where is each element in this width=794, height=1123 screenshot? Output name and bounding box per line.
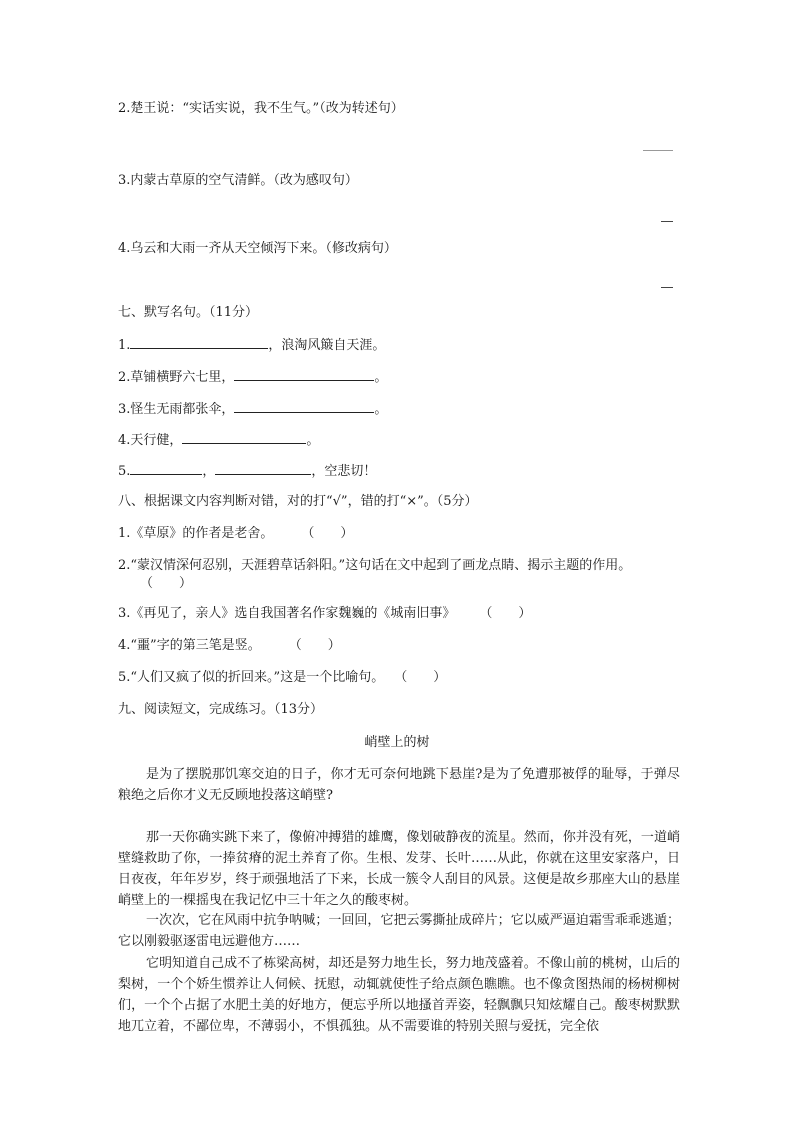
question-8-5 <box>118 669 446 687</box>
question-text: 2.草铺横野六七里， <box>118 370 235 385</box>
question-end: 。 <box>374 370 388 385</box>
question-8-4 <box>118 637 341 655</box>
question-8-3 <box>118 605 531 623</box>
answer-line[interactable] <box>661 287 673 288</box>
fill-blank[interactable] <box>130 335 268 349</box>
question-end: 。 <box>374 402 388 417</box>
question-7-2 <box>118 367 387 387</box>
question-7-3 <box>118 399 387 419</box>
fill-blank[interactable] <box>182 430 306 444</box>
fill-blank[interactable] <box>234 367 374 381</box>
answer-parentheses[interactable]: （ ） <box>394 670 447 685</box>
question-number: 5. <box>118 464 131 479</box>
fill-blank[interactable] <box>215 461 311 475</box>
answer-line[interactable] <box>643 150 673 151</box>
answer-parentheses[interactable]: （ ） <box>140 576 193 591</box>
question-number: 1. <box>118 338 131 353</box>
paragraph-text: 那一天你确实跳下来了，像俯冲搏猎的雄鹰，像划破静夜的流星。然而，你并没有死，一道峭壁缝救助了你，一捧贫瘠的泥土养育了你。生根、发芽、长叶……从此，你就在这里安家落户，日日夜夜，年年岁岁，终于顽强地活了下来，长成一簇令人刮目的风景。这便是故乡那座大山的悬崖峭壁上的一棵摇曳在我记忆中三十年之久的酸枣树。 <box>118 830 680 908</box>
passage-paragraph-2 <box>118 827 680 911</box>
paragraph-text: 它明知道自己成不了栋梁高树，却还是努力地生长，努力地茂盛着。不像山前的桃树，山后的梨树，一个个娇生惯养让人伺候、抚慰，动辄就使性子给点颜色瞧瞧。也不像贪图热闹的杨树柳树们，一个个占据了水肥土美的好地方，便忘乎所以地搔首弄姿，轻飘飘只知炫耀自己。酸枣树默默地兀立着，不鄙位卑，不薄弱小，不惧孤独。从不需要谁的特别关照与爱抚，完全依 <box>118 956 680 1034</box>
section-8-heading: 八、根据课文内容判断对错，对的打“√”，错的打“×”。（5分） <box>118 494 478 509</box>
question-text: 5.“人们又疯了似的折回来。”这是一个比喻句。 <box>118 670 385 685</box>
question-text: ，浪淘风簸自天涯。 <box>268 338 386 353</box>
question-8-2: 2.“蒙汉情深何忍别，天涯碧草话斜阳。”这句话在文中起到了画龙点睛、揭示主题的作用。 <box>118 558 632 573</box>
question-text: 3.怪生无雨都张伞， <box>118 402 235 417</box>
section-7-heading: 七、默写名句。（11分） <box>118 305 259 320</box>
question-7-5 <box>118 461 376 481</box>
paragraph-text: 是为了摆脱那饥寒交迫的日子，你才无可奈何地跳下悬崖?是为了免遭那被俘的耻辱，于弹尽粮绝之后你才义无反顾地投落这峭壁? <box>118 767 680 803</box>
passage-paragraph-3 <box>118 910 680 952</box>
question-text: 4.“噩”字的第三笔是竖。 <box>118 638 261 653</box>
answer-line[interactable] <box>661 221 673 222</box>
answer-parentheses[interactable]: （ ） <box>288 638 341 653</box>
passage-paragraph-1 <box>118 764 680 806</box>
question-7-4 <box>118 430 319 450</box>
answer-parentheses[interactable]: （ ） <box>301 526 354 541</box>
answer-parentheses[interactable]: （ ） <box>479 606 532 621</box>
question-text: 3.《再见了，亲人》选自我国著名作家魏巍的《城南旧事》 <box>118 606 456 621</box>
question-7-1 <box>118 335 385 355</box>
passage-title: 峭壁上的树 <box>364 735 430 750</box>
section-9-heading: 九、阅读短文，完成练习。（13分） <box>118 702 324 717</box>
paragraph-text: 一次次，它在风雨中抗争呐喊；一回回，它把云雾撕扯成碎片；它以威严逼迫霜雪乖乖逃遁；它以刚毅驱逐雷电远避他方…… <box>118 913 680 949</box>
question-8-1 <box>118 525 353 543</box>
question-6-4: 4.乌云和大雨一齐从天空倾泻下来。（修改病句） <box>118 241 397 256</box>
fill-blank[interactable] <box>130 461 202 475</box>
question-6-2: 2.楚王说：“实话实说，我不生气。”（改为转述句） <box>118 101 404 116</box>
fill-blank[interactable] <box>234 399 374 413</box>
question-end: ，空悲切！ <box>311 464 377 479</box>
question-6-3: 3.内蒙古草原的空气清鲜。（改为感叹句） <box>118 173 358 188</box>
question-text: ， <box>202 464 216 479</box>
question-text: 4.天行健， <box>118 433 183 448</box>
question-text: 1.《草原》的作者是老舍。 <box>118 526 274 541</box>
passage-paragraph-4 <box>118 953 680 1037</box>
question-end: 。 <box>306 433 320 448</box>
